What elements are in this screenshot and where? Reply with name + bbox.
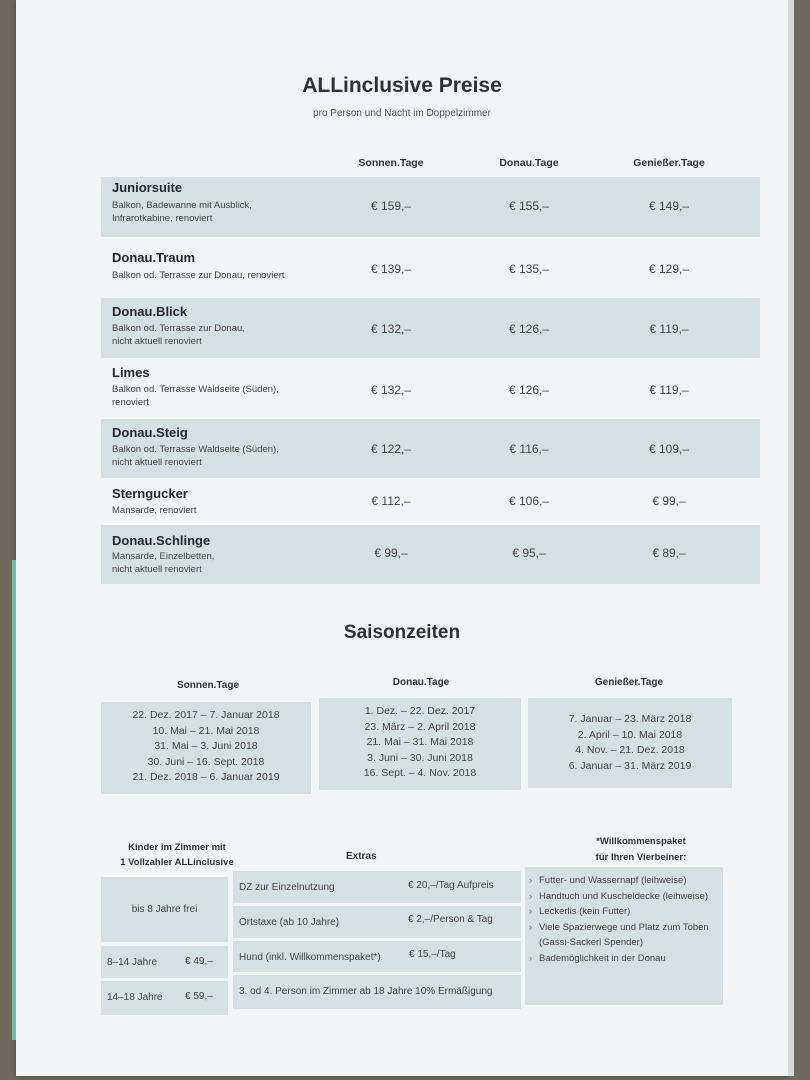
kids-free: bis 8 Jahre frei [101,877,228,942]
extras-row [233,941,521,972]
extras-price: € 20,–/Tag Aufpreis [408,880,494,891]
extras-label: 3. od 4. Person im Zimmer ab 18 Jahre 10% Ermäßigung [239,986,493,997]
extras-row [233,871,521,903]
room-name: Donau.Traum [112,250,196,265]
price-row [101,419,760,478]
room-name: Donau.Schlinge [112,533,211,548]
extras-title: Extras [346,851,377,862]
price-sonnen: € 132,– [370,322,412,336]
price-sheet [16,0,788,1076]
room-description: Balkon od. Terrasse zur Donau, renoviert [112,270,285,281]
price-row [101,298,760,358]
room-name: Juniorsuite [112,180,183,195]
price-row [101,244,760,292]
price-sonnen: € 112,– [371,494,411,508]
price-geniesser: € 149,– [648,199,690,213]
price-donau: € 106,– [508,494,550,508]
extras-row [233,975,521,1009]
room-description: Balkon od. Terrasse Waldseite (Süden), nicht aktuell renoviert [112,444,279,468]
season-dates-geniesser: 7. Januar – 23. März 2018 2. April – 10. Mai 2018 4. Nov. – 21. Dez. 2018 6. Januar – 31. März 2019 [528,698,732,788]
season-header-geniesser: Genießer.Tage [594,677,664,688]
price-donau: € 126,– [508,383,550,397]
price-donau: € 116,– [509,442,549,456]
welcome-title: *Willkommenspaket für Ihren Vierbeiner: [595,836,687,863]
price-sonnen: € 132,– [370,383,412,397]
welcome-item: › Leckerlis (kein Futter) [539,904,723,920]
extras-row [233,906,521,938]
price-geniesser: € 99,– [652,494,686,508]
kids-row [101,946,228,978]
kids-age: 8–14 Jahre [107,957,158,968]
price-sonnen: € 122,– [370,442,412,456]
page-subtitle: pro Person und Nacht im Doppelzimmer [313,108,491,119]
kids-age: 14–18 Jahre [107,992,163,1003]
price-geniesser: € 109,– [648,442,690,456]
extras-price: € 2,–/Person & Tag [408,914,493,925]
welcome-item: › Bademöglichkeit in der Donau [539,951,723,967]
extras-label: Hund (inkl. Willkommenspaket*) [239,952,381,963]
room-description: Balkon od. Terrasse Waldseite (Süden), renoviert [112,384,279,408]
room-name: Donau.Steig [112,425,188,440]
extras-label: Ortstaxe (ab 10 Jahre) [239,917,340,928]
kids-title: Kinder im Zimmer mit 1 Vollzahler ALLinclusive [120,842,234,868]
page-edge [788,0,794,1076]
season-header-sonnen: Sonnen.Tage [176,680,240,691]
season-header-donau: Donau.Tage [392,677,450,688]
price-donau: € 135,– [508,262,550,276]
extras-label: DZ zur Einzelnutzung [239,882,335,893]
price-donau: € 155,– [508,199,550,213]
price-geniesser: € 119,– [649,383,689,397]
price-sonnen: € 139,– [370,262,412,276]
extras-price: € 15,–/Tag [409,949,456,960]
season-dates-donau: 1. Dez. – 22. Dez. 2017 23. März – 2. April 2018 21. Mai – 31. Mai 2018 3. Juni – 30. Juni 2018 16. Sept. – 4. Nov. 2018 [319,698,521,790]
kids-row [101,981,228,1015]
price-sonnen: € 99,– [374,546,408,560]
room-name: Limes [112,365,150,380]
price-geniesser: € 129,– [648,262,690,276]
column-header-sonnen: Sonnen.Tage [358,157,424,169]
room-description: Balkon, Badewanne mit Ausblick, Infrarotkabine, renoviert [112,200,252,224]
room-name: Sterngucker [112,486,188,501]
welcome-list [525,867,723,1005]
welcome-item: › Futter- und Wassernapf (leihweise) [539,873,723,889]
price-donau: € 95,– [512,546,546,560]
price-geniesser: € 89,– [652,546,686,560]
welcome-item: › Handtuch und Kuscheldecke (leihweise) [539,889,723,905]
welcome-item: › Viele Spazierwege und Platz zum Toben (Gassi-Sackerl Spender) [539,920,714,951]
price-geniesser: € 119,– [649,322,689,336]
page-title: ALLinclusive Preise [302,74,502,97]
season-dates-sonnen: 22. Dez. 2017 – 7. Januar 2018 10. Mai – 21. Mai 2018 31. Mai – 3. Juni 2018 30. Juni – 16. Sept. 2018 21. Dez. 2018 – 6. Januar 2019 [101,702,311,794]
price-row [101,360,760,416]
kids-price: € 49,– [185,956,213,967]
room-description: Mansarde, Einzelbetten, nicht aktuell renoviert [112,551,215,575]
price-row [101,481,760,523]
room-description: Balkon od. Terrasse zur Donau, nicht aktuell renoviert [112,323,245,347]
kids-price: € 59,– [185,991,213,1002]
room-name: Donau.Blick [112,304,188,319]
seasons-title: Saisonzeiten [343,622,461,643]
price-sonnen: € 159,– [370,199,412,213]
room-description: Mansarde, renoviert [112,505,197,516]
price-donau: € 126,– [508,322,550,336]
price-row [101,525,760,584]
column-header-geniesser: Genießer.Tage [633,157,705,169]
price-row [101,177,760,237]
column-header-donau: Donau.Tage [499,157,559,169]
